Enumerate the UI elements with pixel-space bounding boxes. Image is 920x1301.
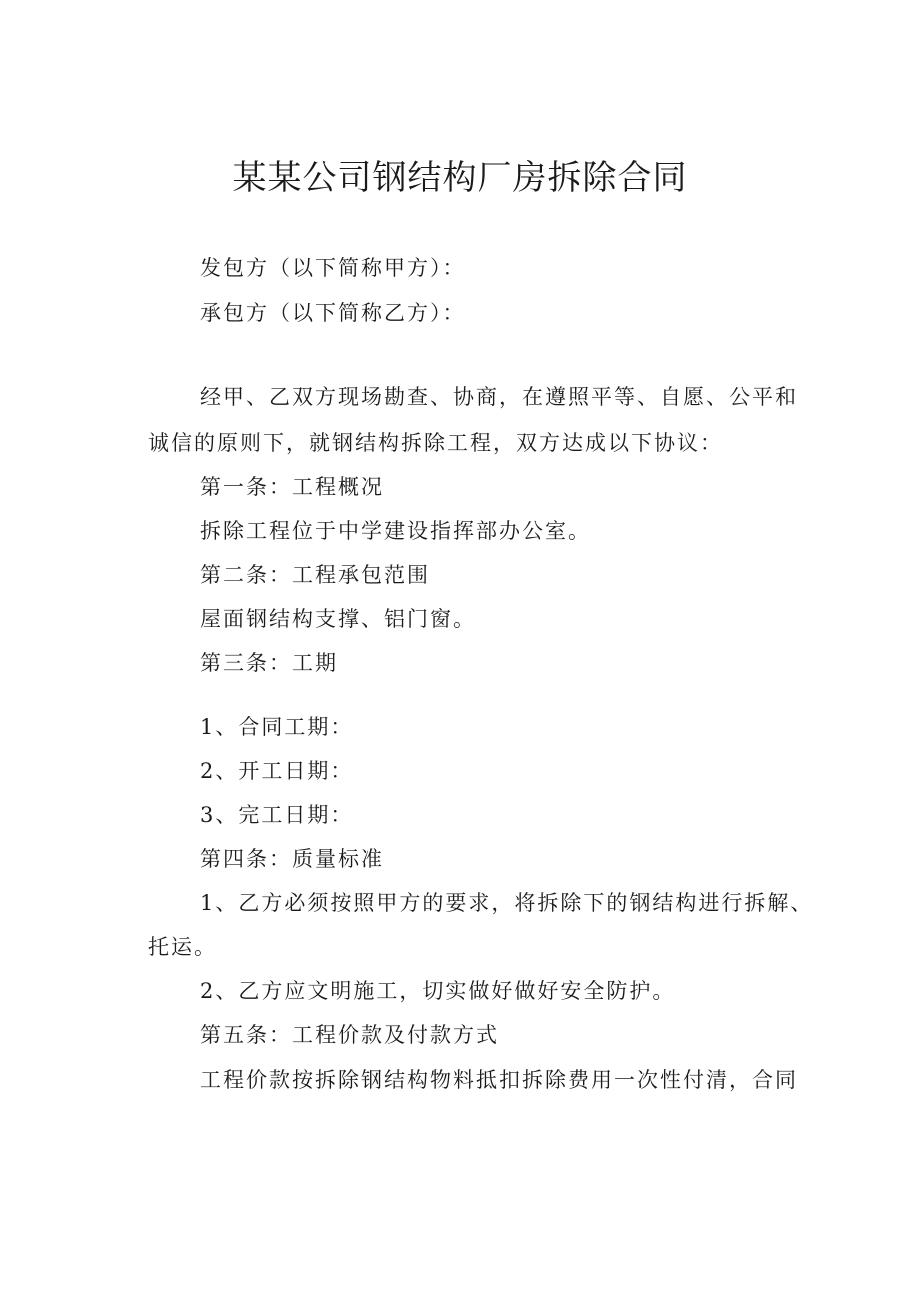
article-3-item: 2、开工日期：: [200, 759, 354, 783]
article-5-heading: 第五条：工程价款及付款方式: [200, 1023, 499, 1047]
intro-line-1: 经甲、乙双方现场勘查、协商，在遵照平等、自愿、公平和: [200, 385, 798, 409]
article-4-item-1-line-2: 托运。: [148, 935, 217, 959]
article-3-item: 3、完工日期：: [200, 803, 354, 827]
party-b-line: 承包方（以下简称乙方）：: [200, 301, 466, 325]
article-4-item-1-line-1: 1、乙方必须按照甲方的要求，将拆除下的钢结构进行拆解、: [200, 891, 814, 915]
article-3-item: 1、合同工期：: [200, 715, 354, 739]
party-a-line: 发包方（以下简称甲方）：: [200, 256, 466, 280]
article-2-heading: 第二条：工程承包范围: [200, 563, 430, 587]
article-1-heading: 第一条：工程概况: [200, 475, 384, 499]
article-1-text: 拆除工程位于中学建设指挥部办公室。: [200, 519, 591, 543]
article-2-text: 屋面钢结构支撑、铝门窗。: [200, 607, 476, 631]
article-5-text: 工程价款按拆除钢结构物料抵扣拆除费用一次性付清，合同: [200, 1068, 798, 1092]
intro-line-2: 诚信的原则下，就钢结构拆除工程，双方达成以下协议：: [148, 431, 723, 455]
article-4-item-2: 2、乙方应文明施工，切实做好做好安全防护。: [200, 979, 676, 1003]
article-4-heading: 第四条：质量标准: [200, 847, 384, 871]
document-title: 某某公司钢结构厂房拆除合同: [232, 158, 688, 198]
article-3-heading: 第三条：工期: [200, 651, 338, 675]
